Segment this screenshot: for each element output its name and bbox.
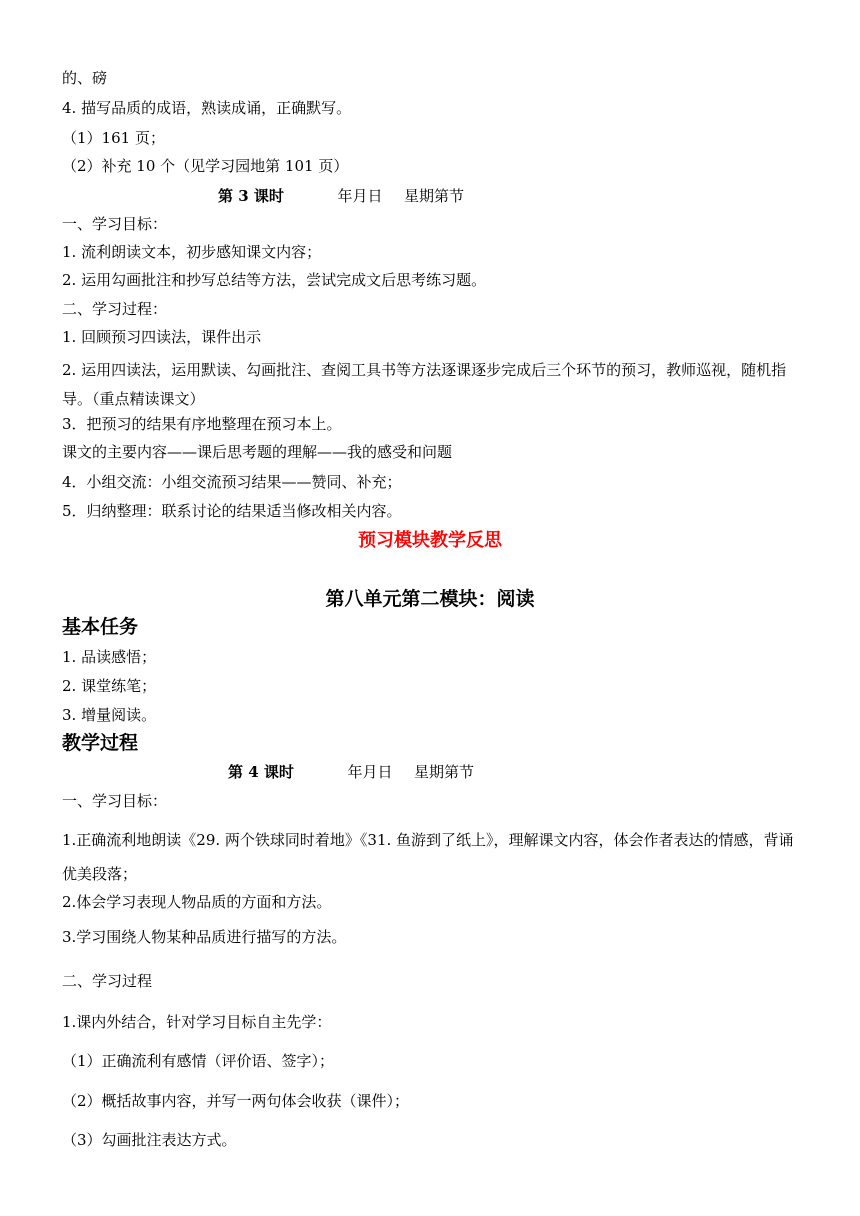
lesson-week: 星期第节 [404,187,465,205]
text-line: （2）补充 10 个（见学习园地第 101 页） [62,157,349,175]
lesson-date: 年月日 [347,763,393,781]
text-paragraph: 2. 运用四读法，运用默读、勾画批注、查阅工具书等方法逐课逐步完成后三个环节的预习，教师巡视，随机指导。（重点精读课文） [62,361,787,408]
section-heading: 一、学习目标： [62,792,168,810]
text-line: （1）161 页； [62,129,165,147]
text-line: （1）正确流利有感情（评价语、签字）； [62,1052,335,1070]
text-line: 4. 描写品质的成语，熟读成诵，正确默写。 [62,99,352,117]
text-paragraph: 1.正确流利地朗读《29. 两个铁球同时着地》《31. 鱼游到了纸上》，理解课文内容，体会作者表达的情感，背诵优美段落； [62,831,794,883]
text-line: 5．归纳整理：联系讨论的结果适当修改相关内容。 [62,502,402,520]
section-heading: 二、学习过程： [62,300,168,318]
text-line: 2. 运用勾画批注和抄写总结等方法，尝试完成文后思考练习题。 [62,271,487,289]
text-line: 3．把预习的结果有序地整理在预习本上。 [62,415,342,433]
text-line: 1. 品读感悟； [62,648,157,666]
text-line: 的、磅 [62,69,108,87]
reflection-heading: 预习模块教学反思 [358,530,502,551]
text-line: 1. 流利朗读文本，初步感知课文内容； [62,243,322,261]
text-line: （3）勾画批注表达方式。 [62,1131,237,1149]
section-heading: 二、学习过程 [62,972,153,990]
lesson-label: 第 4 课时 [228,763,294,781]
text-line: 1.课内外结合，针对学习目标自主先学： [62,1013,332,1031]
module-title: 第八单元第二模块：阅读 [325,588,535,610]
lesson-label: 第 3 课时 [218,187,284,205]
text-line: 2. 课堂练笔； [62,677,157,695]
lesson-3-header [218,186,464,206]
basic-tasks-heading: 基本任务 [62,616,139,638]
text-line: （2）概括故事内容，并写一两句体会收获（课件）； [62,1092,410,1110]
text-line: 3. 增量阅读。 [62,706,157,724]
text-line: 课文的主要内容——课后思考题的理解——我的感受和问题 [62,443,453,461]
lesson-week: 星期第节 [414,763,475,781]
lesson-4-header [228,762,474,782]
process-heading: 教学过程 [62,732,139,754]
text-line: 4．小组交流：小组交流预习结果——赞同、补充； [62,473,402,491]
section-heading: 一、学习目标： [62,215,168,233]
text-line: 1. 回顾预习四读法，课件出示 [62,328,262,346]
lesson-date: 年月日 [337,187,383,205]
text-line: 3.学习围绕人物某种品质进行描写的方法。 [62,928,347,946]
text-line: 2.体会学习表现人物品质的方面和方法。 [62,893,332,911]
